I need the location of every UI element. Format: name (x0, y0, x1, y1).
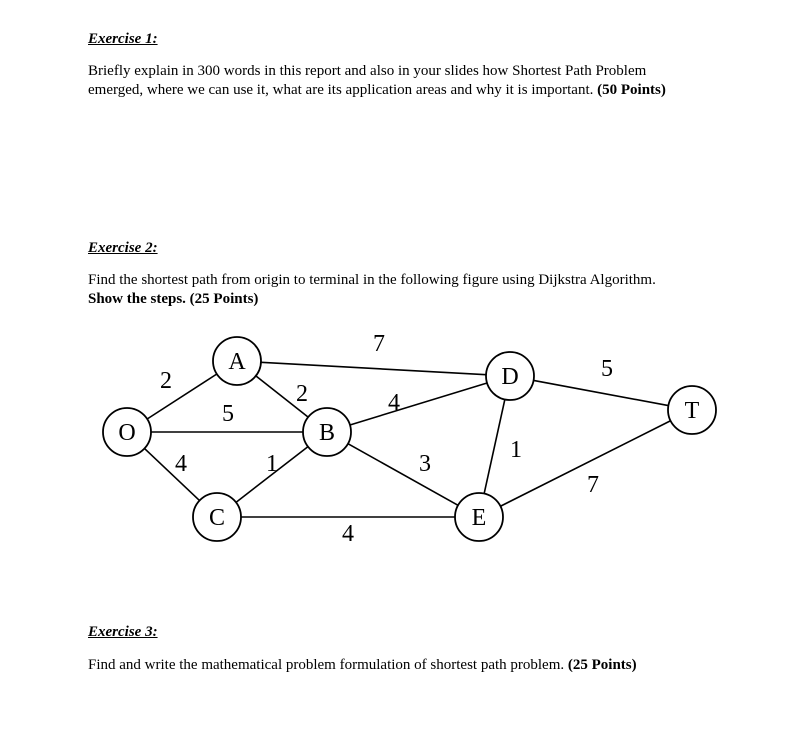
node-a (213, 337, 261, 385)
node-b (303, 408, 351, 456)
exercise-3-points: (25 Points) (567, 657, 637, 673)
node-e (455, 493, 503, 541)
node-t (668, 386, 716, 434)
node-o (103, 408, 151, 456)
exercise-3-heading: Exercise 3: (88, 624, 158, 640)
edge-d-t (534, 380, 669, 405)
exercise-1-line-2: emerged, where we can use it, what are its application areas and why it is important. (88, 82, 594, 98)
exercise-1-heading: Exercise 1: (88, 31, 158, 47)
edge-weight-c-b: 1 (266, 451, 278, 477)
edge-weight-b-e: 3 (419, 451, 431, 477)
node-label-o: O (118, 420, 136, 446)
edge-b-d (350, 383, 487, 425)
edge-weight-e-t: 7 (587, 472, 599, 498)
edge-weight-d-t: 5 (601, 356, 613, 382)
edge-e-t (500, 421, 670, 506)
exercise-2-line-1: Find the shortest path from origin to terminal in the following figure using Dijkstra Algorithm. (88, 272, 656, 288)
node-label-t: T (684, 398, 700, 424)
graph-nodes (103, 337, 716, 541)
node-label-e: E (471, 505, 487, 531)
exercise-2-line-2: Show the steps. (25 Points) (88, 291, 259, 307)
edge-o-a (147, 374, 217, 419)
edge-weight-o-a: 2 (160, 368, 172, 394)
node-label-a: A (228, 349, 246, 375)
exercise-3-line: Find and write the mathematical problem formulation of shortest path problem. (88, 657, 565, 673)
edge-weight-o-b: 5 (222, 401, 234, 427)
node-label-d: D (501, 364, 519, 390)
node-d (486, 352, 534, 400)
exercise-1-line-1: Briefly explain in 300 words in this report and also in your slides how Shortest Path Problem (88, 63, 647, 79)
node-c (193, 493, 241, 541)
edge-o-c (144, 448, 199, 500)
edge-weight-o-c: 4 (175, 451, 187, 477)
edge-weight-d-e: 1 (510, 437, 522, 463)
edge-weight-c-e: 4 (342, 521, 354, 547)
node-label-c: C (208, 505, 226, 531)
edge-a-d (261, 362, 486, 374)
exercise-3-text (88, 656, 713, 675)
edge-b-e (348, 444, 458, 506)
edge-weight-a-b: 2 (296, 381, 308, 407)
node-label-b: B (318, 420, 336, 446)
edge-weight-a-d: 7 (373, 331, 385, 357)
exercise-1-points: (50 Points) (597, 82, 666, 98)
edge-weight-b-d: 4 (388, 390, 400, 416)
exercise-2-heading: Exercise 2: (88, 240, 158, 256)
edge-d-e (484, 399, 505, 493)
